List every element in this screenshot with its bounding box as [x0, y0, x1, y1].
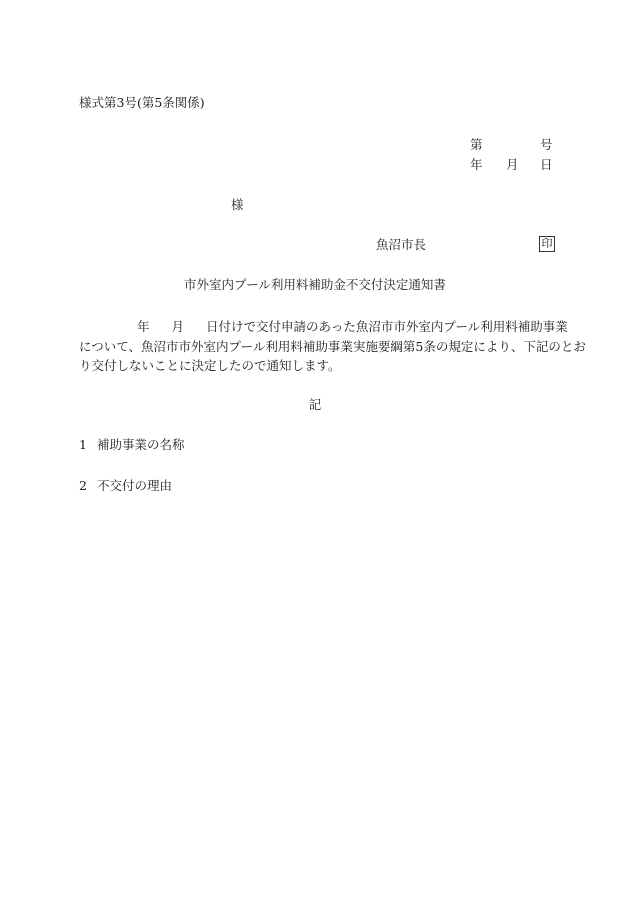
list-item: [79, 437, 185, 453]
date-day-label: 日: [540, 157, 553, 172]
seal-mark: 印: [539, 236, 555, 252]
addressee-honorific: 様: [231, 197, 244, 212]
body-month-label: 月: [171, 319, 185, 334]
document-number-suffix: 号: [540, 137, 553, 152]
document-title: 市外室内プール利用料補助金不交付決定通知書: [184, 277, 446, 292]
item-label: 補助事業の名称: [97, 437, 185, 452]
date-year-label: 年: [470, 157, 483, 172]
item-number: 2: [79, 478, 87, 493]
body-year-label: 年: [137, 319, 150, 334]
form-number: 様式第3号(第5条関係): [79, 95, 205, 110]
issuer-name: 魚沼市長: [376, 237, 427, 252]
body-line-2: について、魚沼市市外室内プール利用料補助事業実施要綱第5条の規定により、下記のとお: [79, 338, 586, 354]
document-number-label: 第: [470, 137, 483, 152]
item-number: 1: [79, 437, 87, 452]
body-line-3: り交付しないことに決定したので通知します。: [79, 358, 341, 373]
ki-heading: 記: [308, 397, 322, 412]
notice-body: [79, 317, 586, 376]
list-item: [79, 478, 172, 494]
item-label: 不交付の理由: [97, 478, 173, 493]
body-line-1-text: 日付けで交付申請のあった魚沼市市外室内プール利用料補助事業: [206, 319, 568, 334]
date-month-label: 月: [506, 157, 519, 172]
body-line-1: [79, 317, 568, 337]
